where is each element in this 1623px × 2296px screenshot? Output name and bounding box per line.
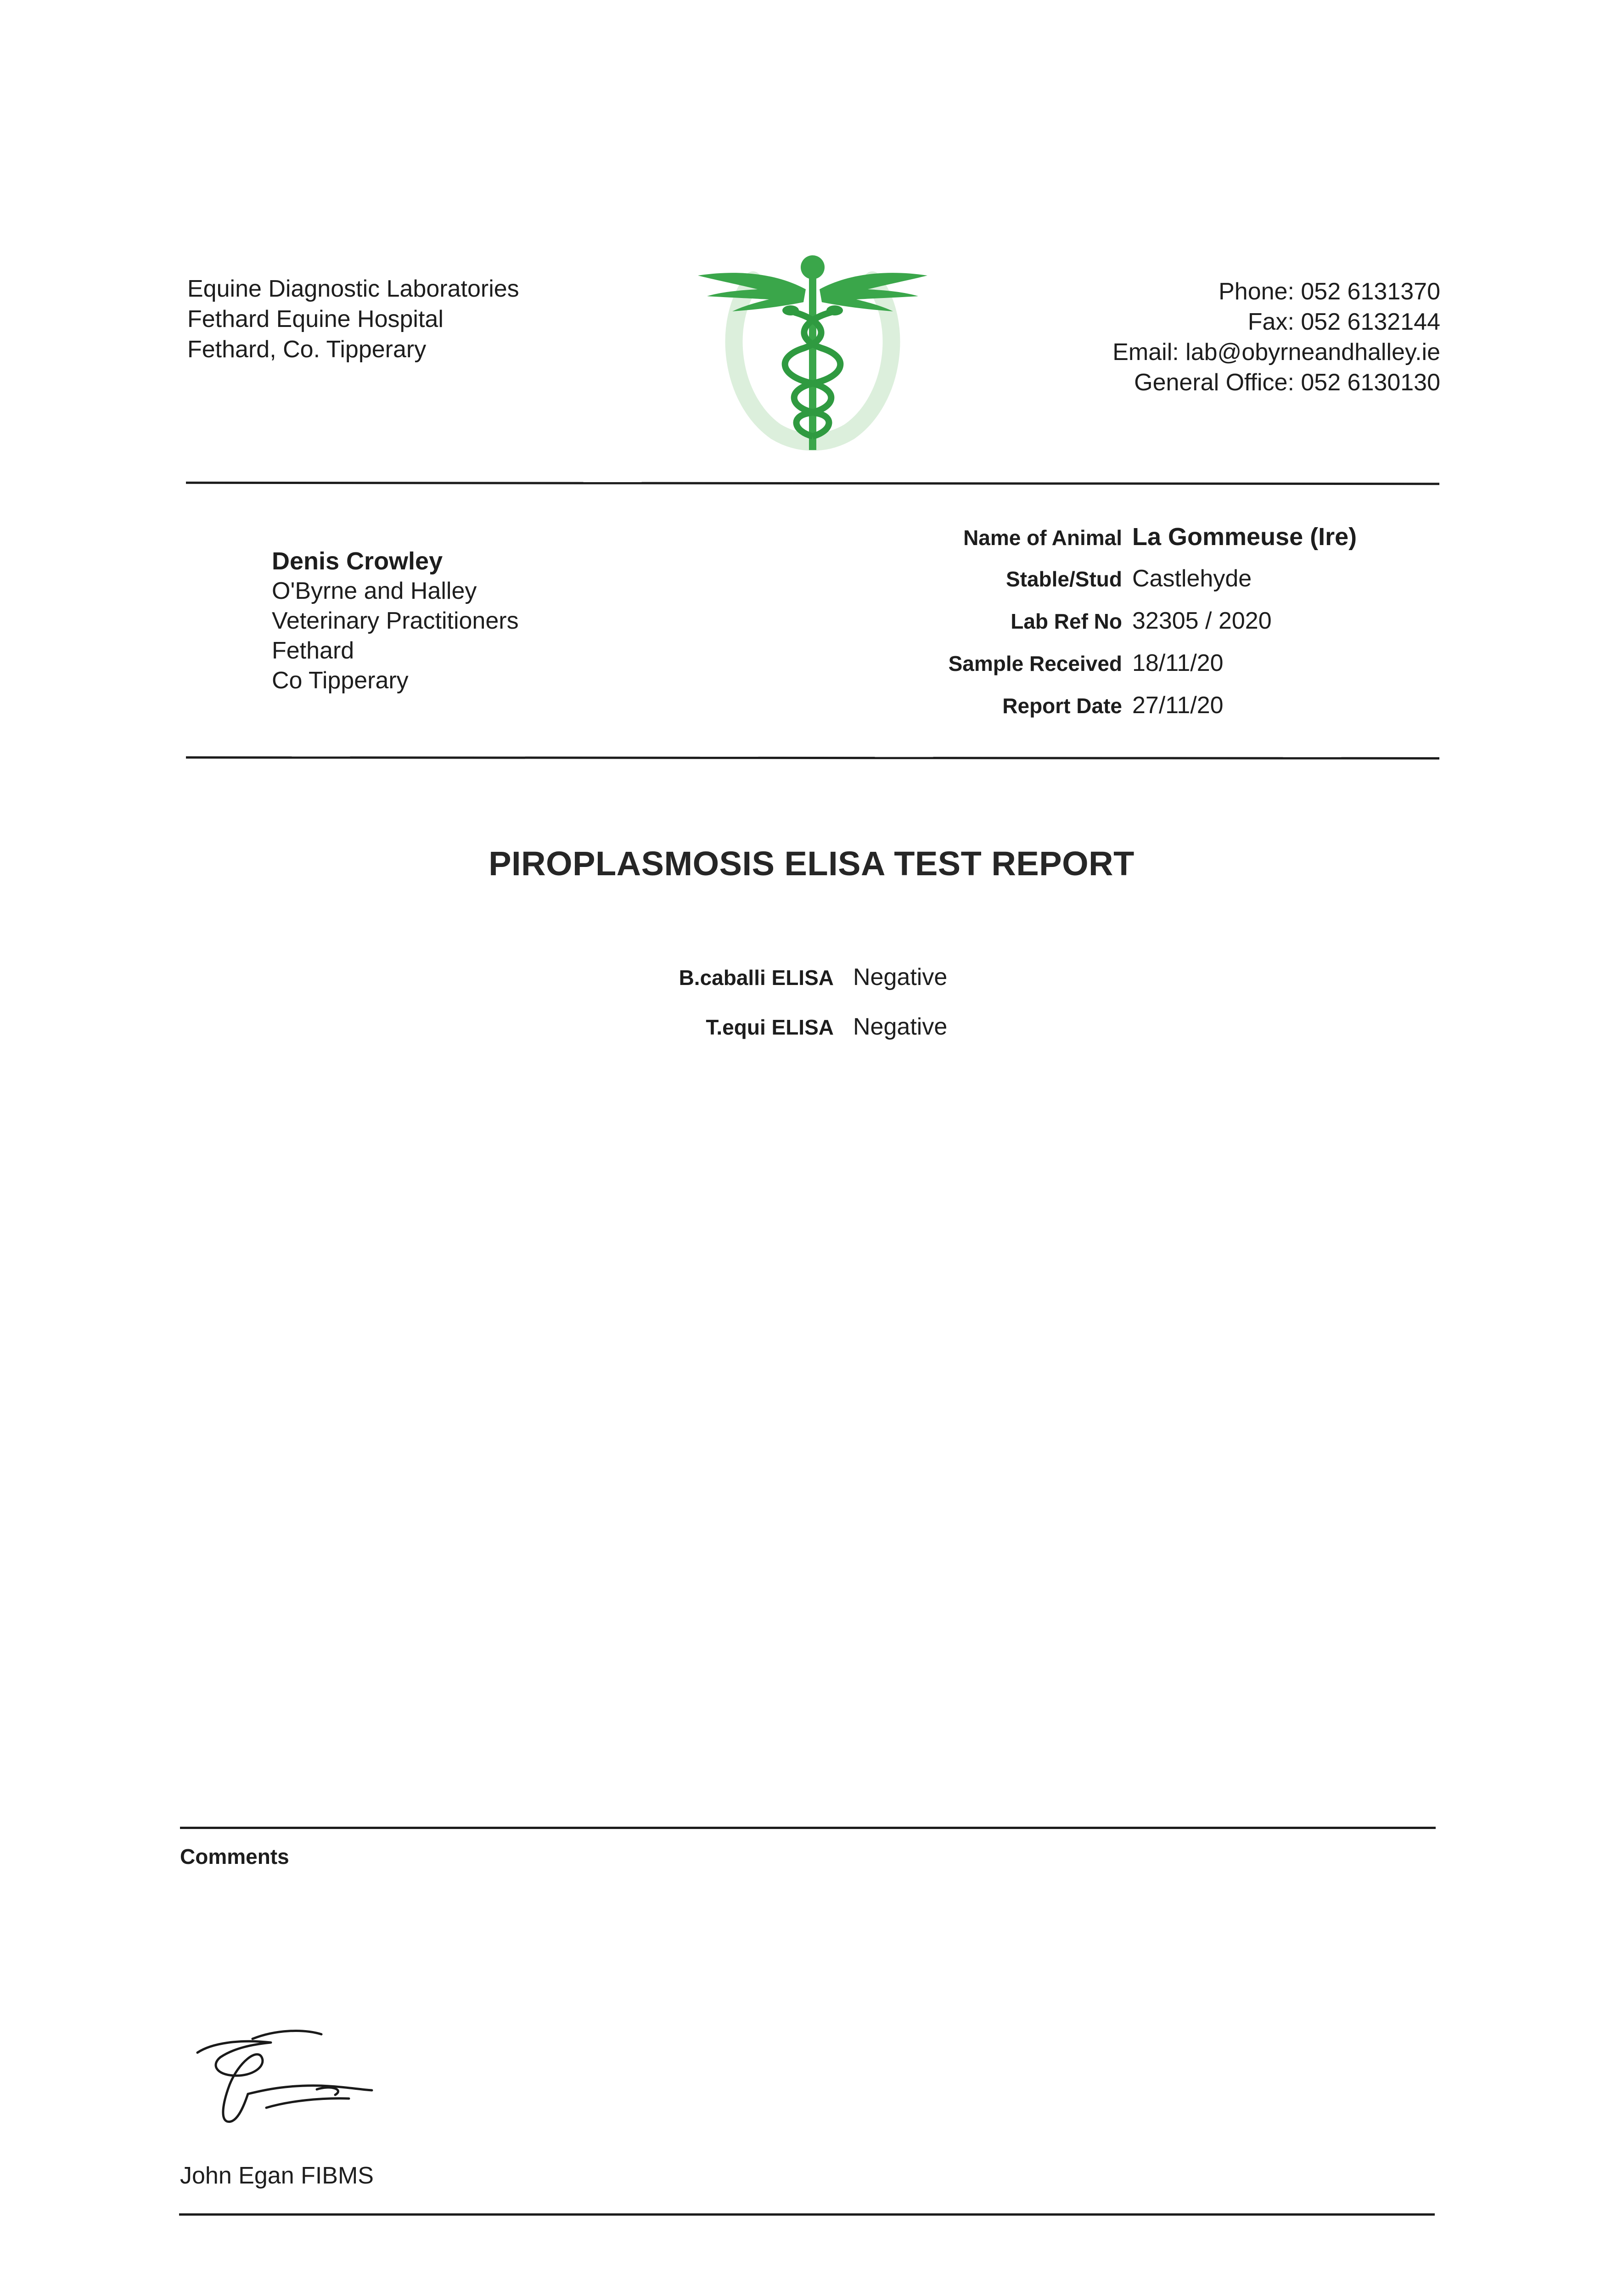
recipient-line: Co Tipperary <box>272 667 409 694</box>
detail-value-animal-name: La Gommeuse (Ire) <box>1132 523 1357 551</box>
test-results <box>597 963 947 1063</box>
phone-number: Phone: 052 6131370 <box>1219 278 1440 305</box>
recipient-name: Denis Crowley <box>272 547 443 575</box>
detail-value-sample-received: 18/11/20 <box>1132 650 1224 676</box>
divider-comments <box>180 1827 1436 1829</box>
result-row-bcaballi <box>597 963 947 1013</box>
signer-name: John Egan FIBMS <box>180 2162 374 2189</box>
office-number: General Office: 052 6130130 <box>1134 369 1440 396</box>
divider-top <box>186 482 1439 485</box>
result-label: B.caballi ELISA <box>679 966 834 990</box>
lab-name: Equine Diagnostic Laboratories <box>187 276 519 302</box>
detail-row-animal <box>900 523 1357 565</box>
detail-label: Stable/Stud <box>1005 567 1122 591</box>
lab-location: Fethard, Co. Tipperary <box>187 336 427 363</box>
comments-label: Comments <box>180 1845 289 1868</box>
detail-row-lab-ref <box>900 607 1357 649</box>
recipient-address <box>272 546 519 696</box>
detail-row-sample-received <box>900 649 1357 692</box>
recipient-line: O'Byrne and Halley <box>272 578 477 604</box>
detail-label: Sample Received <box>948 652 1122 675</box>
fax-number: Fax: 052 6132144 <box>1247 309 1440 335</box>
detail-value-lab-ref: 32305 / 2020 <box>1132 608 1272 634</box>
signature-image <box>184 2020 399 2140</box>
report-title: PIROPLASMOSIS ELISA TEST REPORT <box>489 844 1134 883</box>
detail-value-report-date: 27/11/20 <box>1132 692 1224 719</box>
recipient-line: Veterinary Practitioners <box>272 608 519 634</box>
divider-bottom <box>179 2213 1435 2216</box>
lab-address <box>187 274 519 365</box>
result-label: T.equi ELISA <box>706 1015 834 1039</box>
caduceus-horseshoe-logo <box>689 248 937 459</box>
animal-details <box>900 523 1357 734</box>
detail-row-report-date <box>900 692 1357 734</box>
detail-row-stable <box>900 565 1357 607</box>
divider-middle <box>186 756 1439 760</box>
email-address: Email: lab@obyrneandhalley.ie <box>1112 339 1440 366</box>
result-value: Negative <box>853 964 948 990</box>
recipient-line: Fethard <box>272 637 354 664</box>
lab-hospital: Fethard Equine Hospital <box>187 306 444 332</box>
detail-value-stable: Castlehyde <box>1132 565 1252 592</box>
detail-label: Name of Animal <box>963 526 1122 550</box>
contact-block <box>1112 276 1440 398</box>
detail-label: Lab Ref No <box>1011 609 1122 633</box>
result-value: Negative <box>853 1013 948 1040</box>
result-row-tequi <box>597 1013 947 1063</box>
detail-label: Report Date <box>1002 694 1122 718</box>
